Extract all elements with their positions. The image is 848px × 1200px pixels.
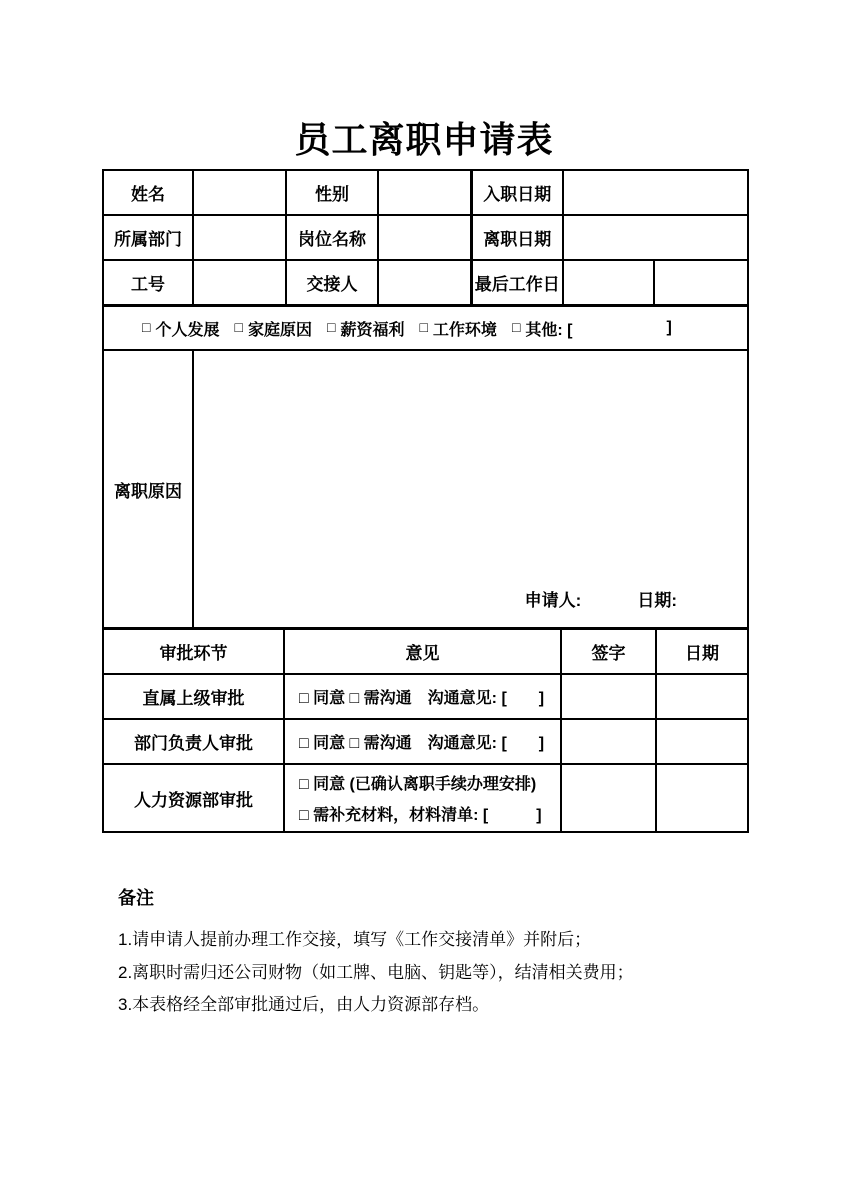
employee-id-label: 工号 [103,260,193,305]
hr-opinion-materials[interactable]: □ 需补充材料，材料清单: [ ] [299,807,542,824]
table-row [103,764,748,832]
supervisor-date-cell[interactable] [656,674,748,719]
reason-option-label: 薪资福利 [340,321,405,339]
last-workday-label: 最后工作日 [471,260,563,305]
dept-head-date-cell[interactable] [656,719,748,764]
reason-detail-row [103,350,748,628]
supervisor-opinion-cell[interactable]: □ 同意 □ 需沟通 沟通意见: [ ] [284,674,561,719]
table-row [103,260,748,305]
notes-heading: 备注 [118,888,154,908]
header-opinion: 意见 [284,629,561,674]
leave-date-label: 离职日期 [471,215,563,260]
table-row [103,674,748,719]
hr-opinion-cell[interactable] [284,764,561,832]
reason-option-salary[interactable] [327,317,404,340]
hire-date-label: 入职日期 [471,170,563,215]
hr-signature-cell[interactable] [561,764,656,832]
applicant-label: 申请人: [524,591,582,610]
gender-input-cell[interactable] [378,170,471,215]
note-item: 1.请申请人提前办理工作交接，填写《工作交接清单》并附后； [118,930,592,949]
reason-option-label: 个人发展 [155,321,220,339]
position-label: 岗位名称 [286,215,378,260]
gender-label: 性别 [286,170,378,215]
supervisor-approval-label: 直属上级审批 [103,674,284,719]
reason-checkbox-row [103,306,748,350]
note-item: 3.本表格经全部审批通过后，由人力资源部存档。 [118,995,490,1014]
supervisor-signature-cell[interactable] [561,674,656,719]
reason-option-label: 工作环境 [432,321,497,339]
checkbox-icon[interactable]: □ [142,319,151,335]
header-approval-stage: 审批环节 [103,629,284,674]
reason-option-other[interactable] [512,317,672,340]
handover-label: 交接人 [286,260,378,305]
table-row [103,170,748,215]
notes-section [118,884,738,1022]
dept-head-opinion-cell[interactable]: □ 同意 □ 需沟通 沟通意见: [ ] [284,719,561,764]
applicant-sign-line [525,586,747,611]
reason-other-bracket-close: ] [666,319,672,336]
reason-content-area[interactable] [193,350,748,628]
table-row [103,215,748,260]
info-table [102,169,749,306]
table-row [103,719,748,764]
reason-option-label: 家庭原因 [247,321,312,339]
reason-table [102,305,749,629]
applicant-date-label: 日期: [637,591,677,610]
reason-label: 离职原因 [103,350,193,628]
approval-table [102,628,749,833]
checkbox-icon[interactable]: □ [234,319,243,335]
reason-option-personal[interactable] [142,317,219,340]
approval-header-row [103,629,748,674]
checkbox-icon[interactable]: □ [511,319,521,335]
leave-date-input-cell[interactable] [563,215,748,260]
reason-option-family[interactable] [234,317,311,340]
name-label: 姓名 [103,170,193,215]
last-workday-extra-cell[interactable] [654,260,748,305]
header-signature: 签字 [561,629,656,674]
note-item: 2.离职时需归还公司财物（如工牌、电脑、钥匙等），结清相关费用； [118,962,634,982]
resignation-form [102,169,747,833]
header-date: 日期 [656,629,748,674]
employee-id-input-cell[interactable] [193,260,286,305]
hire-date-input-cell[interactable] [563,170,748,215]
checkbox-icon[interactable]: □ [326,319,336,335]
position-input-cell[interactable] [378,215,471,260]
checkbox-icon[interactable]: □ [419,319,428,335]
reason-option-environment[interactable] [419,317,496,340]
dept-head-signature-cell[interactable] [561,719,656,764]
page-title: 员工离职申请表 [294,119,554,160]
name-input-cell[interactable] [193,170,286,215]
department-label: 所属部门 [103,215,193,260]
hr-opinion-agree[interactable]: □ 同意 (已确认离职手续办理安排) [299,776,537,793]
reason-other-label: 其他: [ [525,321,573,339]
hr-approval-label: 人力资源部审批 [103,764,284,832]
dept-head-approval-label: 部门负责人审批 [103,719,284,764]
handover-input-cell[interactable] [378,260,471,305]
hr-date-cell[interactable] [656,764,748,832]
last-workday-input-cell[interactable] [563,260,654,305]
department-input-cell[interactable] [193,215,286,260]
